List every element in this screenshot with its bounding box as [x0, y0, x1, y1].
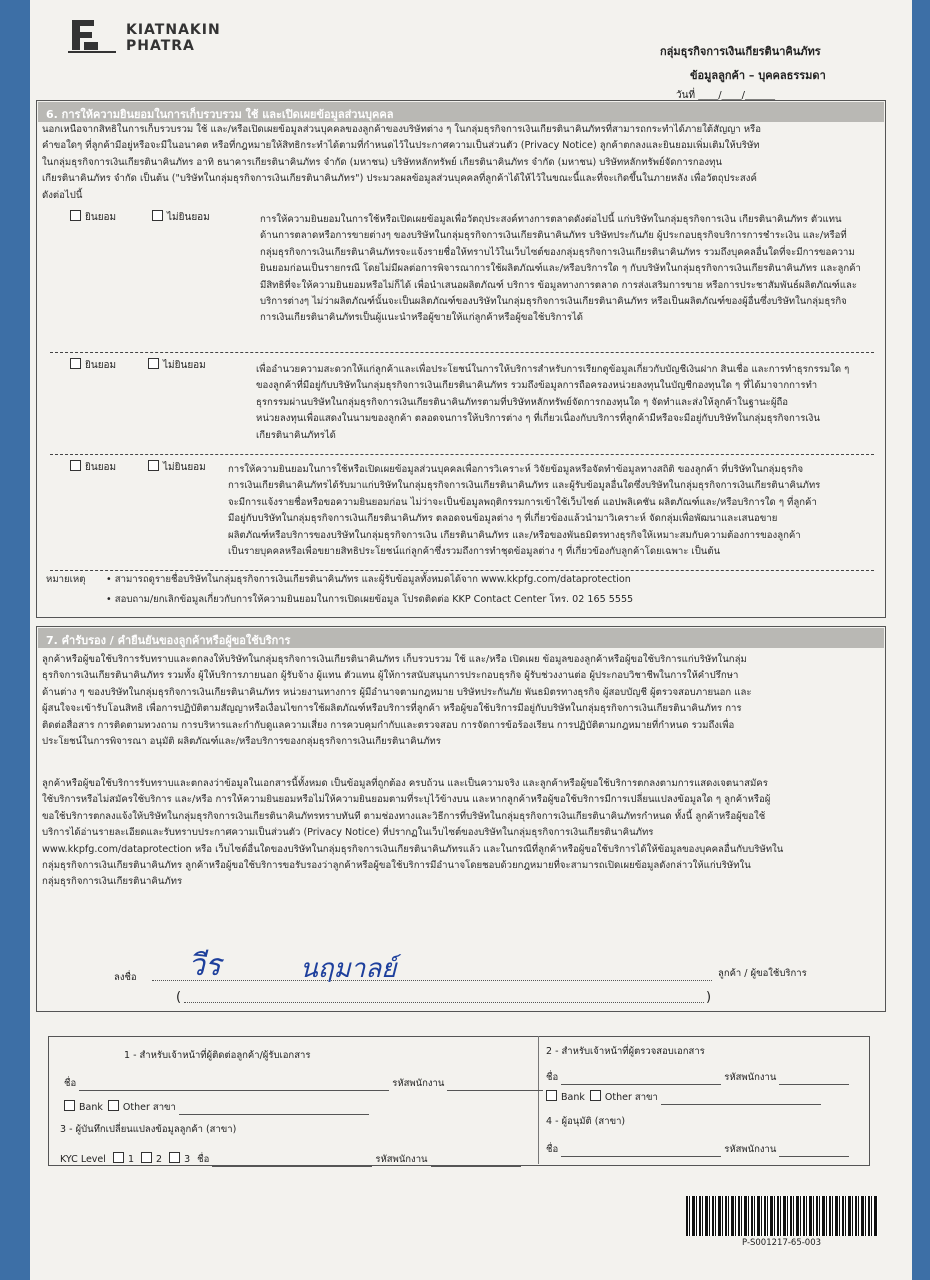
sign-label: ลงชื่อ [114, 972, 137, 983]
staff-1-other-checkbox[interactable] [108, 1100, 119, 1111]
kiatnakin-phatra-logo [68, 18, 118, 54]
brand-name-line1: KIATNAKIN [126, 22, 221, 38]
item2-decline-option[interactable]: ไม่ยินยอม [148, 358, 206, 373]
item1-decline-checkbox[interactable] [152, 210, 163, 221]
staff-divider [538, 1036, 539, 1164]
section-7-paragraph-2: ลูกค้าหรือผู้ขอใช้บริการรับทราบและตกลงว่าข้อมูลในเอกสารนี้ทั้งหมด เป็นข้อมูลที่ถูกต้อง ครบถ้วน และเป็นความจริง และลูกค้าหรือผู้ขอใช้บริการตกลงตามการแสดงเจตนาสมัคร ใช้บริการหรือไม่สมัครใช้บริการ และ/หรือ การให้ความยินยอมหรือไม่ให้ความยินยอมตามที่ระบุไว้ข้างบน และหากลูกค้าหรือผู้ขอใช้บริการมีการเปลี่ยนแปลงข้อมูลใด ๆ ลูกค้าหรือผู้ ขอใช้บริการตกลงแจ้งให้บริษัทในกลุ่มธุรกิจการเงินเกียรตินาคินภัทรทราบทันที ตามช่องทางและวิธีการที่บริษัทในกลุ่มธุรกิจการเงินเกียรตินาคินภัทรกำหนด ทั้งนี้ ลูกค้าหรือผู้ขอใช้ บริการได้อ่านรายละเอียดและรับทราบประกาศความเป็นส่วนตัว (Privacy Notice) ที่ปรากฏในเว็บไซต์ของบริษัทในกลุ่มธุรกิจการเงินเกียรตินาคินภัทร www.kkpfg.com/dataprotection หรือ เว็บไซต์อื่นใดของบริษัทในกลุ่มธุรกิจการเงินเกียรตินาคินภัทรแล้ว และในกรณีที่ลูกค้าหรือผู้ขอใช้บริการได้ให้ข้อมูลของบุคคลอื่นกับบริษัทใน กลุ่มธุรกิจการเงินเกียรตินาคินภัทร ลูกค้าหรือผู้ขอใช้บริการขอรับรองว่าลูกค้าหรือผู้ขอใช้บริการมีอำนาจโดยชอบด้วยกฎหมายที่จะสามารถเปิดเผยข้อมูลดังกล่าวให้แก่บริษัทใน กลุ่มธุรกิจการเงินเกียรตินาคินภัทร [42, 778, 784, 888]
item2-consent-checkbox[interactable] [70, 358, 81, 369]
staff-2-bank-row[interactable]: Bank Other สาขา [546, 1090, 821, 1105]
staff-2-bank-checkbox[interactable] [546, 1090, 557, 1101]
item1-decline-option[interactable]: ไม่ยินยอม [152, 210, 210, 225]
item3-consent-checkbox[interactable] [70, 460, 81, 471]
group-title: กลุ่มธุรกิจการเงินเกียรตินาคินภัทร [660, 45, 821, 58]
document-page [30, 0, 912, 1280]
staff-2-name-row[interactable]: ชื่อ รหัสพนักงาน [546, 1070, 849, 1085]
signature-last-name: นฤมาลย์ [300, 954, 397, 984]
item-divider [50, 352, 874, 353]
signature-first-name: วีร [188, 948, 221, 983]
note-label: หมายเหตุ [46, 574, 86, 585]
item3-text: การให้ความยินยอมในการใช้หรือเปิดเผยข้อมูลส่วนบุคคลเพื่อการวิเคราะห์ วิจัยข้อมูลหรือจัดทำข้อมูลทางสถิติ ของลูกค้า ที่บริษัทในกลุ่มธุรกิจ การเงินเกียรตินาคินภัทรได้รับมาแก่บริษัทในกลุ่มธุรกิจการเงินเกียรตินาคินภัทร และผู้รับข้อมูลอื่นใดซึ่งบริษัทในกลุ่มธุรกิจการเงินเกียรตินาคินภัทร จะมีการแจ้งรายชื่อหรือขอความยินยอมก่อน ไม่ว่าจะเป็นข้อมูลพฤติกรรมการเข้าใช้เว็บไซต์ แอปพลิเคชัน ผลิตภัณฑ์และ/หรือบริการใด ๆ ที่ลูกค้า มีอยู่กับบริษัทในกลุ่มธุรกิจการเงินเกียรตินาคินภัทร ตลอดจนข้อมูลต่าง ๆ ที่เกี่ยวข้องแล้วนำมาวิเคราะห์ จัดกลุ่มเพื่อพัฒนาและเสนอขาย ผลิตภัณฑ์หรือบริการของบริษัทในกลุ่มธุรกิจการเงิน เกียรตินาคินภัทร และ/หรือของพันธมิตรทางธุรกิจให้เหมาะสมกับความต้องการของลูกค้า เป็นรายบุคคลหรือเพื่อขยายสิทธิประโยชน์แก่ลูกค้าซึ่งรวมถึงการทำชุดข้อมูลต่าง ๆ ที่เกี่ยวข้องกับลูกค้าโดยเฉพาะ เป็นต้น [228, 464, 821, 558]
paren-close: ) [706, 990, 712, 1005]
item1-text: การให้ความยินยอมในการใช้หรือเปิดเผยข้อมูลเพื่อวัตถุประสงค์ทางการตลาดดังต่อไปนี้ แก่บริษัทในกลุ่มธุรกิจการเงิน เกียรตินาคินภัทร ตัวแทน ด้านการตลาดหรือการขายต่างๆ ของบริษัทในกลุ่มธุรกิจการเงินเกียรตินาคินภัทร บริษัทประกันภัย ผู้ประกอบธุรกิจบริการการชำระเงิน และ/หรือที่ กลุ่มธุรกิจการเงินเกียรตินาคินภัทรจะแจ้งรายชื่อให้ทราบไว้ในเว็บไซต์ของกลุ่มธุรกิจการเงินเกียรตินาคินภัทร รวมถึงบุคคลอื่นใดที่จะมีการขอความ ยินยอมก่อนเป็นรายกรณี โดยไม่มีผลต่อการพิจารณาการใช้ผลิตภัณฑ์และ/หรือบริการใด ๆ กับบริษัทในกลุ่มธุรกิจการเงินเกียรตินาคินภัทร และลูกค้า มีสิทธิที่จะให้ความยินยอมหรือไม่ก็ได้ เพื่อนำเสนอผลิตภัณฑ์ บริการ ข้อมูลทางการตลาด การส่งเสริมการขาย หรือการประชาสัมพันธ์ผลิตภัณฑ์และ บริการต่างๆ ไม่ว่าผลิตภัณฑ์นั้นจะเป็นผลิตภัณฑ์ของบริษัทในกลุ่มธุรกิจการเงินเกียรตินาคินภัทร หรือเป็นผลิตภัณฑ์ของผู้อื่นซึ่งบริษัทในกลุ่มธุรกิจ การเงินเกียรตินาคินภัทรเป็นผู้แนะนำหรือผู้ขายให้แก่ลูกค้าหรือผู้ขอใช้บริการได้ [260, 214, 861, 324]
item1-consent-checkbox[interactable] [70, 210, 81, 221]
staff-1-bank-row[interactable]: Bank Other สาขา [64, 1100, 369, 1115]
staff-3-title: 3 - ผู้บันทึกเปลี่ยนแปลงข้อมูลลูกค้า (สาขา) [60, 1124, 237, 1135]
barcode [686, 1196, 878, 1236]
staff-1-name-row[interactable]: ชื่อ รหัสพนักงาน [64, 1076, 543, 1091]
kyc-3-checkbox[interactable] [169, 1152, 180, 1163]
item3-decline-checkbox[interactable] [148, 460, 159, 471]
note-1: • สามารถดูรายชื่อบริษัทในกลุ่มธุรกิจการเงินเกียรตินาคินภัทร และผู้รับข้อมูลทั้งหมดได้จาก www.kkpfg.com/dataprotection [106, 574, 631, 585]
paren-open: ( [176, 990, 182, 1005]
section-6-title: 6. การให้ความยินยอมในการเก็บรวบรวม ใช้ และเปิดเผยข้อมูลส่วนบุคคล [38, 102, 884, 122]
staff-4-title: 4 - ผู้อนุมัติ (สาขา) [546, 1116, 626, 1127]
staff-4-name-row[interactable]: ชื่อ รหัสพนักงาน [546, 1142, 849, 1157]
staff-2-title: 2 - สำหรับเจ้าหน้าที่ผู้ตรวจสอบเอกสาร [546, 1046, 705, 1057]
item3-consent-option[interactable]: ยินยอม [70, 460, 116, 475]
section-7-paragraph-1: ลูกค้าหรือผู้ขอใช้บริการรับทราบและตกลงให้บริษัทในกลุ่มธุรกิจการเงินเกียรตินาคินภัทร เก็บรวบรวม ใช้ และ/หรือ เปิดเผย ข้อมูลของลูกค้าหรือผู้ขอใช้บริการแก่บริษัทในกลุ่ม ธุรกิจการเงินเกียรตินาคินภัทร รวมทั้ง ผู้ให้บริการภายนอก ผู้รับจ้าง ผู้แทน ตัวแทน ผู้ให้การสนับสนุนการประกอบธุรกิจ ผู้รับช่วงงานต่อ ผู้ประกอบวิชาชีพในการให้คำปรึกษา ด้านต่าง ๆ ของบริษัทในกลุ่มธุรกิจการเงินเกียรตินาคินภัทร หน่วยงานทางการ ผู้มีอำนาจตามกฎหมาย บริษัทประกันภัย พันธมิตรทางธุรกิจ ผู้สอบบัญชี ผู้ตรวจสอบภายนอก และ ผู้สนใจจะเข้ารับโอนสิทธิ เพื่อการปฏิบัติตามสัญญาหรือเงื่อนไขการใช้ผลิตภัณฑ์หรือบริการที่ลูกค้า หรือผู้ขอใช้บริการมีอยู่กับบริษัทในกลุ่มธุรกิจการเงินเกียรตินาคินภัทร การ ติดต่อสื่อสาร การติดตามทวงถาม การบริหารและกำกับดูแลความเสี่ยง การควบคุมกำกับและตรวจสอบ การจัดการข้อร้องเรียน การปฏิบัติตามกฎหมายที่กำหนด รวมถึงเพื่อ ประโยชน์ในการพิจารณา อนุมัติ ผลิตภัณฑ์และ/หรือบริการของกลุ่มธุรกิจการเงินเกียรตินาคินภัทร [42, 654, 752, 748]
staff-1-title: 1 - สำหรับเจ้าหน้าที่ผู้ติดต่อลูกค้า/ผู้รับเอกสาร [124, 1050, 311, 1061]
item3-decline-option[interactable]: ไม่ยินยอม [148, 460, 206, 475]
form-code: P-S001217-65-003 [742, 1238, 822, 1248]
kyc-2-checkbox[interactable] [141, 1152, 152, 1163]
item2-decline-checkbox[interactable] [148, 358, 159, 369]
form-subtitle: ข้อมูลลูกค้า – บุคคลธรรมดา [690, 69, 826, 82]
item2-text: เพื่ออำนวยความสะดวกให้แก่ลูกค้าและเพื่อประโยชน์ในการให้บริการสำหรับการเรียกดูข้อมูลเกี่ยวกับบัญชีเงินฝาก สินเชื่อ และการทำธุรกรรมใด ๆ ของลูกค้าที่มีอยู่กับบริษัทในกลุ่มธุรกิจการเงินเกียรตินาคินภัทร รวมถึงข้อมูลการถือครองหน่วยลงทุนในบัญชีกองทุนใด ๆ ที่ได้มาจากการทำ ธุรกรรมผ่านบริษัทในกลุ่มธุรกิจการเงินเกียรตินาคินภัทรตามที่บริษัทหลักทรัพย์จัดการกองทุนใด ๆ จัดทำและส่งให้ลูกค้าในฐานะผู้ถือ หน่วยลงทุนเพื่อแสดงในนามของลูกค้า ตลอดจนการให้บริการต่าง ๆ ที่เกี่ยวเนื่องกับบริการที่ลูกค้ามีหรือจะมีอยู่กับบริษัทในกลุ่มธุรกิจการเงิน เกียรตินาคินภัทรได้ [256, 364, 850, 441]
item1-consent-option[interactable]: ยินยอม [70, 210, 116, 225]
kyc-row[interactable]: KYC Level 1 2 3 ชื่อ รหัสพนักงาน [60, 1152, 521, 1167]
staff-2-other-checkbox[interactable] [590, 1090, 601, 1101]
brand-name-line2: PHATRA [126, 38, 195, 54]
printed-name-line[interactable] [184, 1002, 704, 1003]
section-7-title: 7. คำรับรอง / คำยืนยันของลูกค้าหรือผู้ขอใช้บริการ [38, 628, 884, 648]
kyc-1-checkbox[interactable] [113, 1152, 124, 1163]
staff-1-bank-checkbox[interactable] [64, 1100, 75, 1111]
item-divider [50, 454, 874, 455]
note-2: • สอบถาม/ยกเลิกข้อมูลเกี่ยวกับการให้ความยินยอมในการเปิดเผยข้อมูล โปรดติดต่อ KKP Contact Center โทร. 02 165 5555 [106, 594, 634, 605]
section-6-intro: นอกเหนือจากสิทธิในการเก็บรวบรวม ใช้ และ/หรือเปิดเผยข้อมูลส่วนบุคคลของลูกค้าของบริษัทต่าง ๆ ในกลุ่มธุรกิจการเงินเกียรตินาคินภัทรที่สามารถกระทำได้ภายใต้สัญญา หรือ คำขอใดๆ ที่ลูกค้ามีอยู่หรือจะมีในอนาคต หรือที่กฎหมายให้สิทธิกระทำได้ตามที่กำหนดไว้ในประกาศความเป็นส่วนตัว (Privacy Notice) ลูกค้าตกลงและยินยอมเพิ่มเติมให้บริษัท ในกลุ่มธุรกิจการเงินเกียรตินาคินภัทร อาทิ ธนาคารเกียรตินาคินภัทร จำกัด (มหาชน) บริษัทหลักทรัพย์ เกียรตินาคินภัทร จำกัด (มหาชน) บริษัทหลักทรัพย์จัดการกองทุน เกียรตินาคินภัทร จำกัด เป็นต้น ("บริษัทในกลุ่มธุรกิจการเงินเกียรตินาคินภัทร") ประมวลผลข้อมูลส่วนบุคคลที่ลูกค้าได้ให้ไว้ในขณะนี้และที่จะเกิดขึ้นในภายหลัง เพื่อวัตถุประสงค์ ดังต่อไปนี้ [42, 124, 761, 201]
signature-line[interactable] [152, 980, 712, 981]
item-divider [50, 570, 874, 571]
role-label: ลูกค้า / ผู้ขอใช้บริการ [718, 968, 807, 979]
item2-consent-option[interactable]: ยินยอม [70, 358, 116, 373]
date-field[interactable]: วันที่ ____/____/______ [676, 90, 775, 101]
